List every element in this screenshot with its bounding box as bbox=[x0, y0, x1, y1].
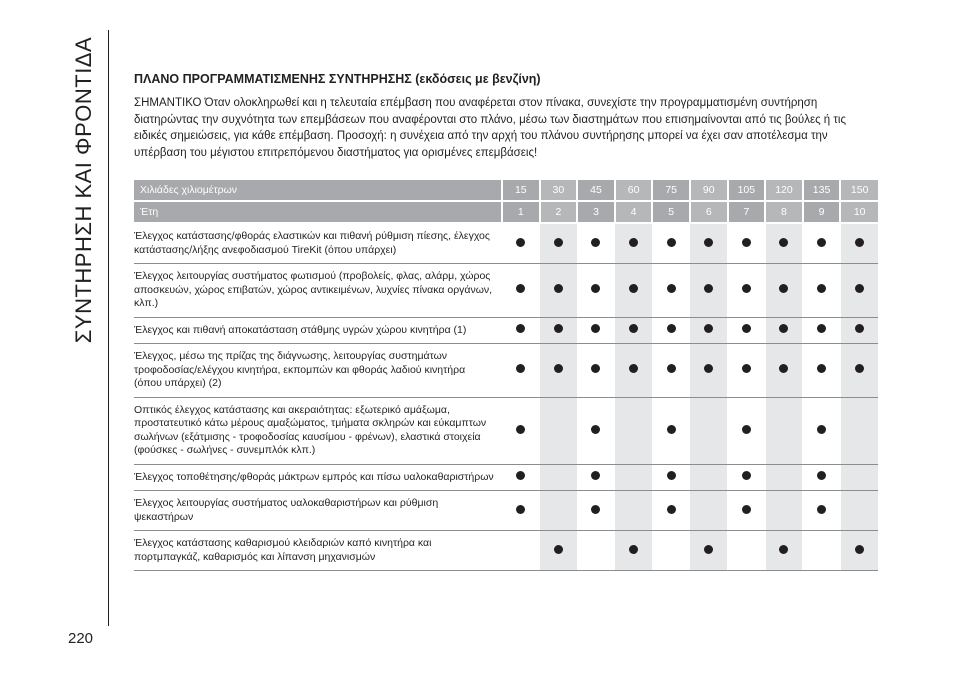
interval-cell bbox=[690, 491, 728, 531]
bullet-mark bbox=[742, 425, 751, 434]
interval-cell bbox=[615, 397, 653, 464]
interval-cell bbox=[615, 223, 653, 264]
interval-cell bbox=[803, 264, 841, 318]
interval-cell bbox=[502, 317, 540, 344]
interval-cell bbox=[728, 344, 766, 398]
km-header-cell: 135 bbox=[803, 180, 841, 201]
interval-cell bbox=[765, 344, 803, 398]
interval-cell bbox=[728, 464, 766, 491]
interval-cell bbox=[803, 491, 841, 531]
years-header-cell: 9 bbox=[803, 201, 841, 223]
interval-cell bbox=[652, 531, 690, 571]
interval-cell bbox=[728, 223, 766, 264]
interval-cell bbox=[840, 464, 878, 491]
interval-cell bbox=[652, 464, 690, 491]
bullet-mark bbox=[591, 284, 600, 293]
interval-cell bbox=[728, 491, 766, 531]
years-header-cell: 10 bbox=[840, 201, 878, 223]
bullet-mark bbox=[554, 238, 563, 247]
bullet-mark bbox=[554, 364, 563, 373]
interval-cell bbox=[577, 464, 615, 491]
bullet-mark bbox=[704, 238, 713, 247]
bullet-mark bbox=[704, 324, 713, 333]
interval-cell bbox=[540, 397, 578, 464]
interval-cell bbox=[502, 491, 540, 531]
table-row bbox=[134, 531, 878, 571]
interval-cell bbox=[690, 223, 728, 264]
bullet-mark bbox=[516, 238, 525, 247]
interval-cell bbox=[728, 531, 766, 571]
bullet-mark bbox=[817, 238, 826, 247]
table-row bbox=[134, 317, 878, 344]
interval-cell bbox=[690, 317, 728, 344]
bullet-mark bbox=[554, 284, 563, 293]
section-side-title bbox=[62, 30, 106, 350]
interval-cell bbox=[540, 344, 578, 398]
interval-cell bbox=[652, 344, 690, 398]
bullet-mark bbox=[629, 284, 638, 293]
table-row bbox=[134, 264, 878, 318]
interval-cell bbox=[840, 264, 878, 318]
interval-cell bbox=[840, 397, 878, 464]
bullet-mark bbox=[667, 324, 676, 333]
row-label: Οπτικός έλεγχος κατάστασης και ακεραιότητας: εξωτερικό αμάξωμα, προστατευτικό κάτω μέρους αμαξώματος, τμήματα σκληρών και εύκαμπτων σωλήνων (εξάτμισης - τροφοδοσίας καυσίμου - φρένων), ελαστικά στοιχεία (φούσκες - σωλήνες - συνεμπλόκ κλπ.) bbox=[134, 397, 502, 464]
page-title: ΠΛΑΝΟ ΠΡΟΓΡΑΜΜΑΤΙΣΜΕΝΗΣ ΣΥΝΤΗΡΗΣΗΣ (εκδόσεις με βενζίνη) bbox=[134, 72, 541, 86]
interval-cell bbox=[690, 397, 728, 464]
bullet-mark bbox=[817, 471, 826, 480]
bullet-mark bbox=[629, 324, 638, 333]
interval-cell bbox=[652, 397, 690, 464]
interval-cell bbox=[577, 344, 615, 398]
bullet-mark bbox=[779, 238, 788, 247]
bullet-mark bbox=[855, 284, 864, 293]
interval-cell bbox=[765, 531, 803, 571]
interval-cell bbox=[765, 264, 803, 318]
bullet-mark bbox=[516, 471, 525, 480]
interval-cell bbox=[765, 397, 803, 464]
table-row bbox=[134, 344, 878, 398]
bullet-mark bbox=[817, 505, 826, 514]
bullet-mark bbox=[855, 545, 864, 554]
bullet-mark bbox=[817, 324, 826, 333]
interval-cell bbox=[803, 344, 841, 398]
interval-cell bbox=[540, 464, 578, 491]
bullet-mark bbox=[742, 471, 751, 480]
interval-cell bbox=[615, 317, 653, 344]
bullet-mark bbox=[591, 471, 600, 480]
bullet-mark bbox=[591, 505, 600, 514]
row-label: Έλεγχος, μέσω της πρίζας της διάγνωσης, λειτουργίας συστημάτων τροφοδοσίας/ελέγχου κινητήρα, εκπομπών και φθοράς λαδιού κινητήρα (όπου υπάρχει) (2) bbox=[134, 344, 502, 398]
interval-cell bbox=[765, 464, 803, 491]
bullet-mark bbox=[667, 425, 676, 434]
interval-cell bbox=[652, 317, 690, 344]
km-header-label: Χιλιάδες χιλιομέτρων bbox=[134, 180, 502, 201]
interval-cell bbox=[690, 264, 728, 318]
bullet-mark bbox=[704, 364, 713, 373]
interval-cell bbox=[690, 464, 728, 491]
bullet-mark bbox=[629, 364, 638, 373]
interval-cell bbox=[502, 344, 540, 398]
intro-paragraph: ΣΗΜΑΝΤΙΚΟ Όταν ολοκληρωθεί και η τελευταία επέμβαση που αναφέρεται στον πίνακα, συνεχίστε την προγραμματισμένη συντήρηση διατηρώντας την συχνότητα των επεμβάσεων που αναφέρονται στο πλάνο, μέσω των διαστημάτων που επισημαίνονται από τις βούλες ή τις ειδικές σημειώσεις, για κάθε επέμβαση. Προσοχή: η συνέχεια από την αρχή του πλάνου συντήρησης μπορεί να έχει σαν αποτέλεσμα την υπέρβαση του μέγιστου επιτρεπόμενου διαστήματος για ορισμένες επεμβάσεις! bbox=[134, 97, 847, 159]
years-header-cell: 4 bbox=[615, 201, 653, 223]
interval-cell bbox=[615, 531, 653, 571]
bullet-mark bbox=[516, 324, 525, 333]
bullet-mark bbox=[516, 505, 525, 514]
row-label: Έλεγχος κατάστασης/φθοράς ελαστικών και πιθανή ρύθμιση πίεσης, έλεγχος κατάστασης/λήξης ανεφοδιασμού TireKit (όπου υπάρχει) bbox=[134, 223, 502, 264]
bullet-mark bbox=[629, 545, 638, 554]
interval-cell bbox=[690, 531, 728, 571]
interval-cell bbox=[540, 491, 578, 531]
bullet-mark bbox=[742, 505, 751, 514]
bullet-mark bbox=[742, 238, 751, 247]
bullet-mark bbox=[667, 364, 676, 373]
interval-cell bbox=[502, 397, 540, 464]
interval-cell bbox=[803, 223, 841, 264]
bullet-mark bbox=[704, 284, 713, 293]
interval-cell bbox=[577, 317, 615, 344]
km-header-cell: 120 bbox=[765, 180, 803, 201]
interval-cell bbox=[540, 531, 578, 571]
years-header-cell: 8 bbox=[765, 201, 803, 223]
bullet-mark bbox=[629, 238, 638, 247]
bullet-mark bbox=[591, 238, 600, 247]
interval-cell bbox=[652, 223, 690, 264]
maintenance-table bbox=[134, 180, 878, 571]
interval-cell bbox=[652, 491, 690, 531]
row-label: Έλεγχος και πιθανή αποκατάσταση στάθμης υγρών χώρου κινητήρα (1) bbox=[134, 317, 502, 344]
interval-cell bbox=[502, 223, 540, 264]
km-header-cell: 60 bbox=[615, 180, 653, 201]
interval-cell bbox=[615, 264, 653, 318]
side-divider bbox=[108, 30, 109, 626]
interval-cell bbox=[728, 264, 766, 318]
row-label: Έλεγχος τοποθέτησης/φθοράς μάκτρων εμπρός και πίσω υαλοκαθαριστήρων bbox=[134, 464, 502, 491]
bullet-mark bbox=[817, 425, 826, 434]
bullet-mark bbox=[779, 284, 788, 293]
bullet-mark bbox=[591, 425, 600, 434]
bullet-mark bbox=[667, 238, 676, 247]
km-header-cell: 105 bbox=[728, 180, 766, 201]
years-header-label: Έτη bbox=[134, 201, 502, 223]
interval-cell bbox=[577, 223, 615, 264]
bullet-mark bbox=[591, 364, 600, 373]
interval-cell bbox=[615, 344, 653, 398]
bullet-mark bbox=[779, 364, 788, 373]
bullet-mark bbox=[667, 284, 676, 293]
interval-cell bbox=[577, 491, 615, 531]
km-header-cell: 30 bbox=[540, 180, 578, 201]
bullet-mark bbox=[855, 324, 864, 333]
table-row bbox=[134, 397, 878, 464]
bullet-mark bbox=[554, 324, 563, 333]
years-header-cell: 6 bbox=[690, 201, 728, 223]
table-row bbox=[134, 464, 878, 491]
bullet-mark bbox=[554, 545, 563, 554]
interval-cell bbox=[690, 344, 728, 398]
bullet-mark bbox=[779, 324, 788, 333]
interval-cell bbox=[540, 223, 578, 264]
interval-cell bbox=[577, 397, 615, 464]
bullet-mark bbox=[667, 505, 676, 514]
table-body bbox=[134, 223, 878, 571]
bullet-mark bbox=[742, 324, 751, 333]
years-header-cell: 7 bbox=[728, 201, 766, 223]
interval-cell bbox=[728, 317, 766, 344]
bullet-mark bbox=[779, 545, 788, 554]
table-row bbox=[134, 223, 878, 264]
interval-cell bbox=[840, 491, 878, 531]
bullet-mark bbox=[817, 284, 826, 293]
interval-cell bbox=[615, 491, 653, 531]
years-header-cell: 2 bbox=[540, 201, 578, 223]
bullet-mark bbox=[516, 425, 525, 434]
interval-cell bbox=[765, 223, 803, 264]
interval-cell bbox=[577, 264, 615, 318]
bullet-mark bbox=[855, 238, 864, 247]
section-title-text: ΣΥΝΤΗΡΗΣΗ ΚΑΙ ΦΡΟΝΤΙΔΑ bbox=[71, 36, 96, 344]
page-number: 220 bbox=[68, 630, 94, 647]
interval-cell bbox=[840, 317, 878, 344]
years-header-cell: 1 bbox=[502, 201, 540, 223]
interval-cell bbox=[803, 317, 841, 344]
bullet-mark bbox=[667, 471, 676, 480]
interval-cell bbox=[765, 317, 803, 344]
interval-cell bbox=[803, 397, 841, 464]
interval-cell bbox=[652, 264, 690, 318]
interval-cell bbox=[502, 464, 540, 491]
interval-cell bbox=[803, 464, 841, 491]
km-header-cell: 150 bbox=[840, 180, 878, 201]
bullet-mark bbox=[855, 364, 864, 373]
interval-cell bbox=[577, 531, 615, 571]
interval-cell bbox=[765, 491, 803, 531]
interval-cell bbox=[840, 531, 878, 571]
years-header-cell: 3 bbox=[577, 201, 615, 223]
bullet-mark bbox=[742, 364, 751, 373]
interval-cell bbox=[615, 464, 653, 491]
row-label: Έλεγχος κατάστασης καθαρισμού κλειδαριών καπό κινητήρα και πορτμπαγκάζ, καθαρισμός και λίπανση μηχανισμών bbox=[134, 531, 502, 571]
interval-cell bbox=[502, 264, 540, 318]
interval-cell bbox=[840, 344, 878, 398]
bullet-mark bbox=[742, 284, 751, 293]
bullet-mark bbox=[704, 545, 713, 554]
interval-cell bbox=[540, 317, 578, 344]
interval-cell bbox=[840, 223, 878, 264]
years-header-row bbox=[134, 201, 878, 223]
bullet-mark bbox=[591, 324, 600, 333]
km-header-row bbox=[134, 180, 878, 201]
row-label: Έλεγχος λειτουργίας συστήματος υαλοκαθαριστήρων και ρύθμιση ψεκαστήρων bbox=[134, 491, 502, 531]
bullet-mark bbox=[516, 284, 525, 293]
bullet-mark bbox=[817, 364, 826, 373]
interval-cell bbox=[803, 531, 841, 571]
km-header-cell: 45 bbox=[577, 180, 615, 201]
row-label: Έλεγχος λειτουργίας συστήματος φωτισμού (προβολείς, φλας, αλάρμ, χώρος αποσκευών, χώρος επιβατών, χώρος αντικειμένων, λυχνίες πίνακα οργάνων, κλπ.) bbox=[134, 264, 502, 318]
interval-cell bbox=[502, 531, 540, 571]
km-header-cell: 75 bbox=[652, 180, 690, 201]
years-header-cell: 5 bbox=[652, 201, 690, 223]
table-row bbox=[134, 491, 878, 531]
interval-cell bbox=[728, 397, 766, 464]
interval-cell bbox=[540, 264, 578, 318]
km-header-cell: 90 bbox=[690, 180, 728, 201]
bullet-mark bbox=[516, 364, 525, 373]
km-header-cell: 15 bbox=[502, 180, 540, 201]
